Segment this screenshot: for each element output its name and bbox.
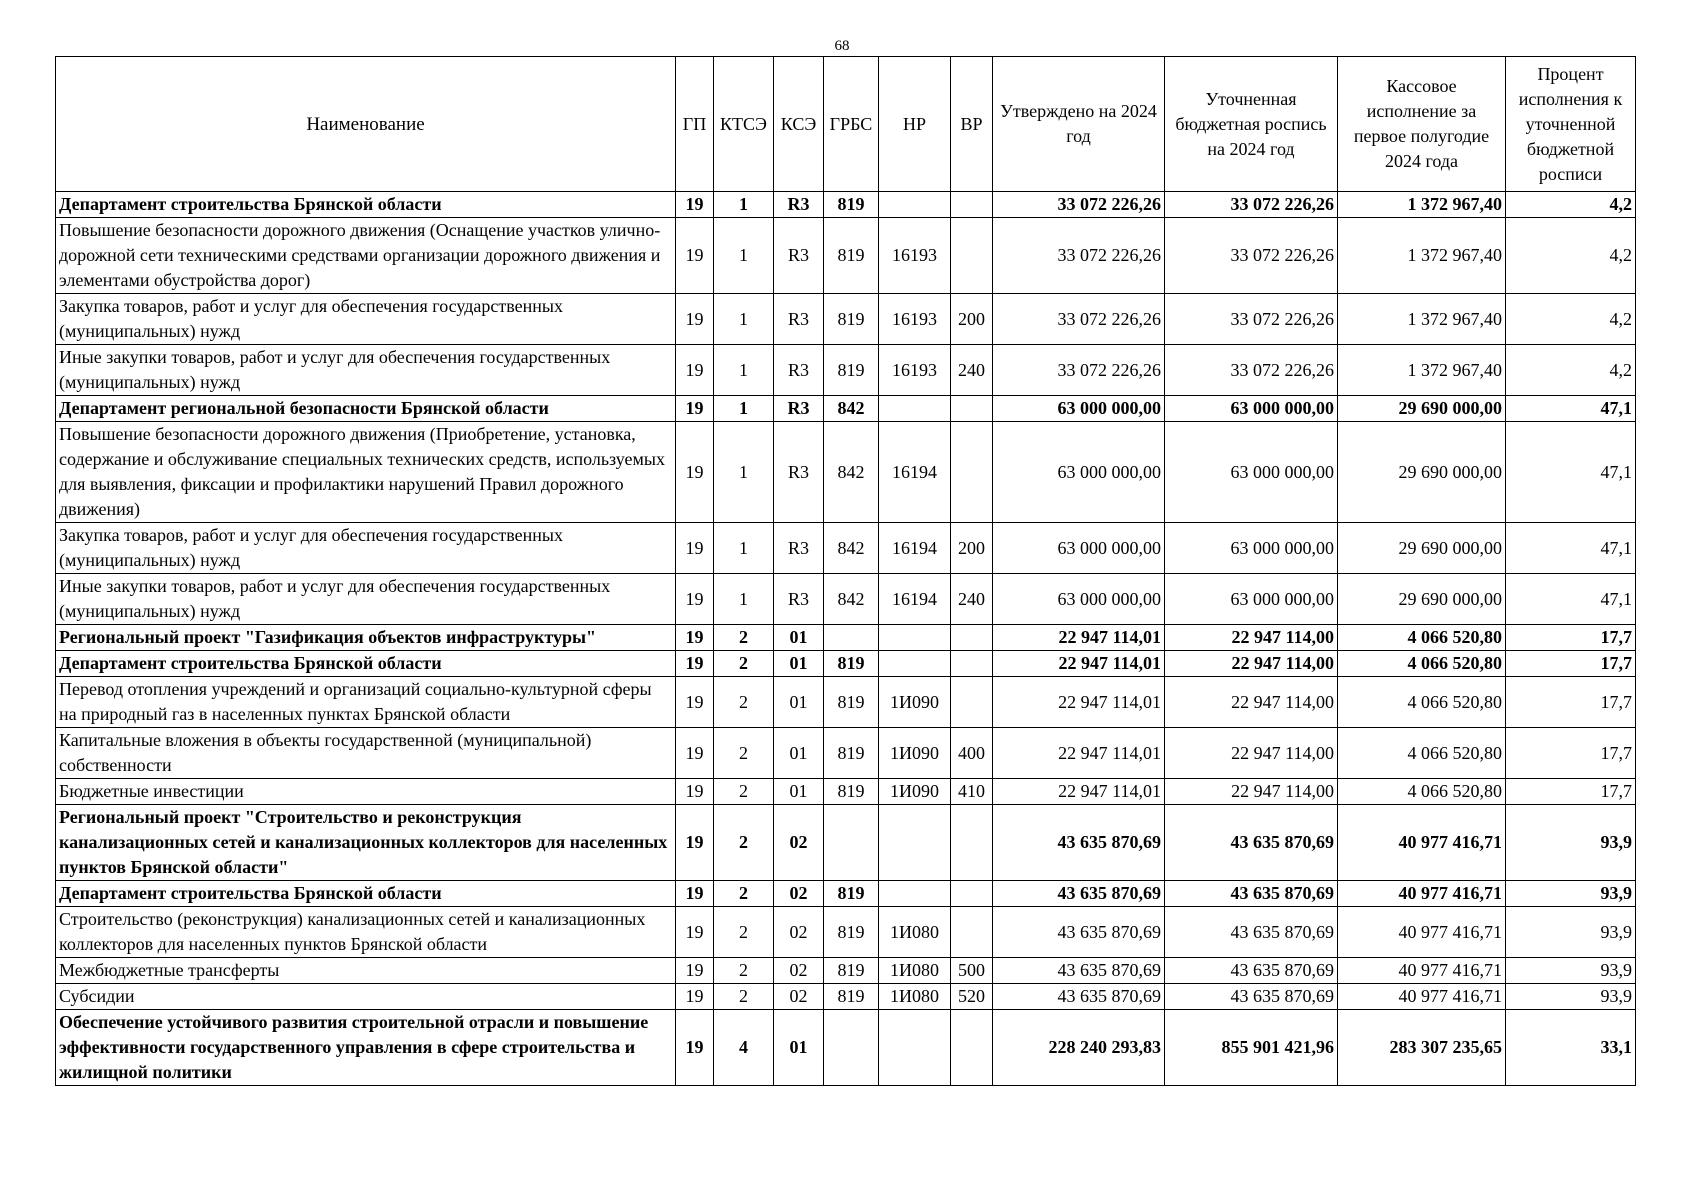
- cell-cash: 283 307 235,65: [1338, 1010, 1506, 1086]
- cell-ktse: 2: [714, 625, 774, 651]
- cell-grbs: 842: [824, 523, 879, 574]
- cell-percent: 17,7: [1506, 728, 1636, 779]
- cell-gp: 19: [676, 881, 714, 907]
- cell-name: Капитальные вложения в объекты государственной (муниципальной) собственности: [56, 728, 676, 779]
- cell-gp: 19: [676, 625, 714, 651]
- cell-percent: 17,7: [1506, 779, 1636, 805]
- cell-grbs: 842: [824, 422, 879, 523]
- cell-gp: 19: [676, 192, 714, 218]
- cell-refined: 22 947 114,00: [1165, 625, 1338, 651]
- header-vr: ВР: [951, 57, 993, 192]
- cell-grbs: 819: [824, 677, 879, 728]
- cell-refined: 22 947 114,00: [1165, 779, 1338, 805]
- cell-refined: 43 635 870,69: [1165, 881, 1338, 907]
- cell-kse: R3: [774, 396, 824, 422]
- cell-kse: 02: [774, 907, 824, 958]
- cell-approved: 63 000 000,00: [993, 396, 1165, 422]
- cell-gp: 19: [676, 907, 714, 958]
- cell-nr: 1И090: [879, 677, 951, 728]
- cell-refined: 855 901 421,96: [1165, 1010, 1338, 1086]
- cell-cash: 29 690 000,00: [1338, 396, 1506, 422]
- cell-approved: 43 635 870,69: [993, 881, 1165, 907]
- header-kse: КСЭ: [774, 57, 824, 192]
- cell-kse: 02: [774, 881, 824, 907]
- cell-cash: 29 690 000,00: [1338, 574, 1506, 625]
- table-row: [56, 1010, 1636, 1086]
- cell-ktse: 1: [714, 396, 774, 422]
- cell-name: Иные закупки товаров, работ и услуг для обеспечения государственных (муниципальных) нужд: [56, 574, 676, 625]
- cell-kse: R3: [774, 192, 824, 218]
- cell-kse: R3: [774, 294, 824, 345]
- cell-ktse: 2: [714, 779, 774, 805]
- cell-vr: [951, 805, 993, 881]
- cell-kse: R3: [774, 345, 824, 396]
- cell-nr: 1И090: [879, 728, 951, 779]
- cell-nr: 16194: [879, 574, 951, 625]
- cell-grbs: 819: [824, 779, 879, 805]
- cell-grbs: 842: [824, 574, 879, 625]
- cell-vr: [951, 625, 993, 651]
- cell-ktse: 1: [714, 422, 774, 523]
- cell-vr: 520: [951, 984, 993, 1010]
- cell-refined: 33 072 226,26: [1165, 294, 1338, 345]
- table-row: [56, 345, 1636, 396]
- cell-refined: 22 947 114,00: [1165, 651, 1338, 677]
- budget-execution-table: [55, 56, 1636, 1086]
- cell-gp: 19: [676, 958, 714, 984]
- cell-ktse: 2: [714, 907, 774, 958]
- cell-name: Перевод отопления учреждений и организаций социально-культурной сферы на природный газ в населенных пунктах Брянской области: [56, 677, 676, 728]
- table-body: [56, 192, 1636, 1086]
- cell-refined: 22 947 114,00: [1165, 677, 1338, 728]
- cell-approved: 22 947 114,01: [993, 651, 1165, 677]
- cell-approved: 22 947 114,01: [993, 728, 1165, 779]
- cell-cash: 1 372 967,40: [1338, 218, 1506, 294]
- cell-cash: 4 066 520,80: [1338, 728, 1506, 779]
- cell-name: Закупка товаров, работ и услуг для обеспечения государственных (муниципальных) нужд: [56, 294, 676, 345]
- cell-refined: 43 635 870,69: [1165, 805, 1338, 881]
- cell-approved: 33 072 226,26: [993, 192, 1165, 218]
- cell-vr: 410: [951, 779, 993, 805]
- cell-percent: 93,9: [1506, 984, 1636, 1010]
- cell-nr: 1И080: [879, 958, 951, 984]
- cell-refined: 33 072 226,26: [1165, 218, 1338, 294]
- cell-gp: 19: [676, 345, 714, 396]
- cell-cash: 40 977 416,71: [1338, 881, 1506, 907]
- cell-vr: [951, 651, 993, 677]
- cell-approved: 43 635 870,69: [993, 907, 1165, 958]
- cell-approved: 33 072 226,26: [993, 345, 1165, 396]
- cell-vr: [951, 218, 993, 294]
- cell-nr: 16194: [879, 422, 951, 523]
- cell-percent: 47,1: [1506, 422, 1636, 523]
- cell-kse: R3: [774, 218, 824, 294]
- cell-gp: 19: [676, 805, 714, 881]
- cell-percent: 93,9: [1506, 805, 1636, 881]
- table-row: [56, 294, 1636, 345]
- cell-ktse: 1: [714, 294, 774, 345]
- cell-nr: [879, 651, 951, 677]
- cell-name: Повышение безопасности дорожного движения (Приобретение, установка, содержание и обслуживание специальных технических средств, используемых для выявления, фиксации и профилактики нарушений Правил дорожного движения): [56, 422, 676, 523]
- cell-name: Строительство (реконструкция) канализационных сетей и канализационных коллекторов для населенных пунктов Брянской области: [56, 907, 676, 958]
- cell-vr: [951, 1010, 993, 1086]
- cell-percent: 33,1: [1506, 1010, 1636, 1086]
- cell-refined: 43 635 870,69: [1165, 907, 1338, 958]
- cell-percent: 17,7: [1506, 625, 1636, 651]
- cell-ktse: 2: [714, 651, 774, 677]
- cell-nr: 16193: [879, 218, 951, 294]
- cell-kse: 01: [774, 779, 824, 805]
- table-row: [56, 907, 1636, 958]
- table-row: [56, 396, 1636, 422]
- header-row: [56, 57, 1636, 192]
- cell-grbs: 819: [824, 294, 879, 345]
- cell-percent: 4,2: [1506, 345, 1636, 396]
- cell-refined: 63 000 000,00: [1165, 422, 1338, 523]
- cell-ktse: 1: [714, 192, 774, 218]
- cell-grbs: 819: [824, 728, 879, 779]
- cell-grbs: 842: [824, 396, 879, 422]
- cell-cash: 29 690 000,00: [1338, 523, 1506, 574]
- cell-gp: 19: [676, 396, 714, 422]
- header-approved: Утверждено на 2024 год: [993, 57, 1165, 192]
- cell-vr: 200: [951, 294, 993, 345]
- cell-kse: 02: [774, 805, 824, 881]
- cell-approved: 228 240 293,83: [993, 1010, 1165, 1086]
- cell-cash: 4 066 520,80: [1338, 625, 1506, 651]
- table-row: [56, 728, 1636, 779]
- cell-ktse: 2: [714, 677, 774, 728]
- cell-kse: 01: [774, 728, 824, 779]
- header-percent: Процент исполнения к уточненной бюджетной росписи: [1506, 57, 1636, 192]
- cell-ktse: 1: [714, 523, 774, 574]
- cell-gp: 19: [676, 651, 714, 677]
- cell-vr: [951, 422, 993, 523]
- cell-name: Департамент строительства Брянской области: [56, 651, 676, 677]
- cell-gp: 19: [676, 728, 714, 779]
- cell-name: Департамент строительства Брянской области: [56, 192, 676, 218]
- cell-cash: 40 977 416,71: [1338, 805, 1506, 881]
- cell-kse: 01: [774, 625, 824, 651]
- cell-nr: 1И090: [879, 779, 951, 805]
- cell-approved: 22 947 114,01: [993, 677, 1165, 728]
- cell-cash: 40 977 416,71: [1338, 958, 1506, 984]
- cell-gp: 19: [676, 218, 714, 294]
- cell-percent: 47,1: [1506, 574, 1636, 625]
- cell-ktse: 2: [714, 805, 774, 881]
- table-row: [56, 677, 1636, 728]
- cell-cash: 1 372 967,40: [1338, 345, 1506, 396]
- cell-grbs: 819: [824, 958, 879, 984]
- table-row: [56, 523, 1636, 574]
- cell-percent: 93,9: [1506, 907, 1636, 958]
- cell-cash: 1 372 967,40: [1338, 192, 1506, 218]
- cell-refined: 43 635 870,69: [1165, 958, 1338, 984]
- cell-refined: 63 000 000,00: [1165, 523, 1338, 574]
- cell-name: Закупка товаров, работ и услуг для обеспечения государственных (муниципальных) нужд: [56, 523, 676, 574]
- cell-refined: 22 947 114,00: [1165, 728, 1338, 779]
- cell-percent: 4,2: [1506, 218, 1636, 294]
- cell-nr: [879, 396, 951, 422]
- cell-refined: 63 000 000,00: [1165, 574, 1338, 625]
- cell-gp: 19: [676, 574, 714, 625]
- cell-kse: 02: [774, 958, 824, 984]
- cell-name: Межбюджетные трансферты: [56, 958, 676, 984]
- cell-name: Региональный проект "Газификация объектов инфраструктуры": [56, 625, 676, 651]
- cell-name: Иные закупки товаров, работ и услуг для обеспечения государственных (муниципальных) нужд: [56, 345, 676, 396]
- cell-percent: 47,1: [1506, 523, 1636, 574]
- cell-vr: [951, 907, 993, 958]
- cell-gp: 19: [676, 677, 714, 728]
- cell-gp: 19: [676, 523, 714, 574]
- cell-approved: 43 635 870,69: [993, 958, 1165, 984]
- cell-kse: 01: [774, 1010, 824, 1086]
- cell-ktse: 2: [714, 881, 774, 907]
- cell-percent: 93,9: [1506, 958, 1636, 984]
- cell-kse: R3: [774, 523, 824, 574]
- header-nr: НР: [879, 57, 951, 192]
- cell-cash: 4 066 520,80: [1338, 677, 1506, 728]
- cell-percent: 17,7: [1506, 677, 1636, 728]
- cell-nr: [879, 192, 951, 218]
- cell-vr: 240: [951, 574, 993, 625]
- cell-approved: 63 000 000,00: [993, 422, 1165, 523]
- cell-refined: 33 072 226,26: [1165, 345, 1338, 396]
- cell-ktse: 4: [714, 1010, 774, 1086]
- cell-kse: R3: [774, 574, 824, 625]
- cell-vr: 240: [951, 345, 993, 396]
- table-row: [56, 422, 1636, 523]
- cell-kse: 01: [774, 677, 824, 728]
- cell-vr: [951, 192, 993, 218]
- cell-percent: 47,1: [1506, 396, 1636, 422]
- cell-gp: 19: [676, 294, 714, 345]
- cell-approved: 22 947 114,01: [993, 779, 1165, 805]
- cell-refined: 33 072 226,26: [1165, 192, 1338, 218]
- header-refined: Уточненная бюджетная роспись на 2024 год: [1165, 57, 1338, 192]
- cell-nr: [879, 625, 951, 651]
- cell-ktse: 2: [714, 728, 774, 779]
- cell-refined: 43 635 870,69: [1165, 984, 1338, 1010]
- table-row: [56, 881, 1636, 907]
- cell-vr: [951, 396, 993, 422]
- cell-nr: 16194: [879, 523, 951, 574]
- header-gp: ГП: [676, 57, 714, 192]
- cell-name: Субсидии: [56, 984, 676, 1010]
- cell-percent: 4,2: [1506, 192, 1636, 218]
- cell-nr: 1И080: [879, 907, 951, 958]
- cell-cash: 40 977 416,71: [1338, 984, 1506, 1010]
- cell-vr: [951, 881, 993, 907]
- cell-grbs: 819: [824, 881, 879, 907]
- cell-vr: 200: [951, 523, 993, 574]
- cell-refined: 63 000 000,00: [1165, 396, 1338, 422]
- cell-approved: 33 072 226,26: [993, 294, 1165, 345]
- cell-grbs: 819: [824, 984, 879, 1010]
- cell-approved: 43 635 870,69: [993, 805, 1165, 881]
- cell-approved: 63 000 000,00: [993, 523, 1165, 574]
- header-cash: Кассовое исполнение за первое полугодие 2024 года: [1338, 57, 1506, 192]
- cell-grbs: [824, 625, 879, 651]
- page-number: 68: [834, 38, 850, 54]
- cell-vr: 500: [951, 958, 993, 984]
- table-row: [56, 192, 1636, 218]
- cell-ktse: 1: [714, 218, 774, 294]
- cell-nr: 16193: [879, 345, 951, 396]
- cell-grbs: [824, 805, 879, 881]
- header-name: Наименование: [56, 57, 676, 192]
- cell-gp: 19: [676, 1010, 714, 1086]
- cell-grbs: 819: [824, 218, 879, 294]
- cell-nr: [879, 805, 951, 881]
- cell-percent: 4,2: [1506, 294, 1636, 345]
- cell-name: Департамент строительства Брянской области: [56, 881, 676, 907]
- cell-grbs: 819: [824, 651, 879, 677]
- cell-gp: 19: [676, 422, 714, 523]
- table-row: [56, 574, 1636, 625]
- cell-cash: 29 690 000,00: [1338, 422, 1506, 523]
- cell-approved: 43 635 870,69: [993, 984, 1165, 1010]
- table-row: [56, 958, 1636, 984]
- cell-kse: 01: [774, 651, 824, 677]
- cell-percent: 93,9: [1506, 881, 1636, 907]
- cell-nr: [879, 881, 951, 907]
- cell-ktse: 1: [714, 345, 774, 396]
- cell-approved: 33 072 226,26: [993, 218, 1165, 294]
- cell-grbs: 819: [824, 907, 879, 958]
- table-row: [56, 984, 1636, 1010]
- table-row: [56, 625, 1636, 651]
- cell-ktse: 1: [714, 574, 774, 625]
- header-ktse: КТСЭ: [714, 57, 774, 192]
- table-row: [56, 218, 1636, 294]
- cell-name: Обеспечение устойчивого развития строительной отрасли и повышение эффективности государственного управления в сфере строительства и жилищной политики: [56, 1010, 676, 1086]
- cell-name: Бюджетные инвестиции: [56, 779, 676, 805]
- cell-name: Департамент региональной безопасности Брянской области: [56, 396, 676, 422]
- cell-approved: 63 000 000,00: [993, 574, 1165, 625]
- table-row: [56, 779, 1636, 805]
- cell-grbs: [824, 1010, 879, 1086]
- cell-vr: [951, 677, 993, 728]
- cell-percent: 17,7: [1506, 651, 1636, 677]
- cell-ktse: 2: [714, 958, 774, 984]
- cell-ktse: 2: [714, 984, 774, 1010]
- table-row: [56, 805, 1636, 881]
- cell-nr: [879, 1010, 951, 1086]
- cell-approved: 22 947 114,01: [993, 625, 1165, 651]
- cell-grbs: 819: [824, 192, 879, 218]
- cell-kse: R3: [774, 422, 824, 523]
- cell-kse: 02: [774, 984, 824, 1010]
- cell-name: Повышение безопасности дорожного движения (Оснащение участков улично-дорожной сети техническими средствами организации дорожного движения и элементами обустройства дорог): [56, 218, 676, 294]
- cell-name: Региональный проект "Строительство и реконструкция канализационных сетей и канализационных коллекторов для населенных пунктов Брянской области": [56, 805, 676, 881]
- cell-gp: 19: [676, 779, 714, 805]
- cell-nr: 16193: [879, 294, 951, 345]
- cell-nr: 1И080: [879, 984, 951, 1010]
- cell-cash: 1 372 967,40: [1338, 294, 1506, 345]
- cell-grbs: 819: [824, 345, 879, 396]
- table-row: [56, 651, 1636, 677]
- cell-cash: 4 066 520,80: [1338, 779, 1506, 805]
- header-grbs: ГРБС: [824, 57, 879, 192]
- cell-cash: 4 066 520,80: [1338, 651, 1506, 677]
- cell-vr: 400: [951, 728, 993, 779]
- cell-cash: 40 977 416,71: [1338, 907, 1506, 958]
- cell-gp: 19: [676, 984, 714, 1010]
